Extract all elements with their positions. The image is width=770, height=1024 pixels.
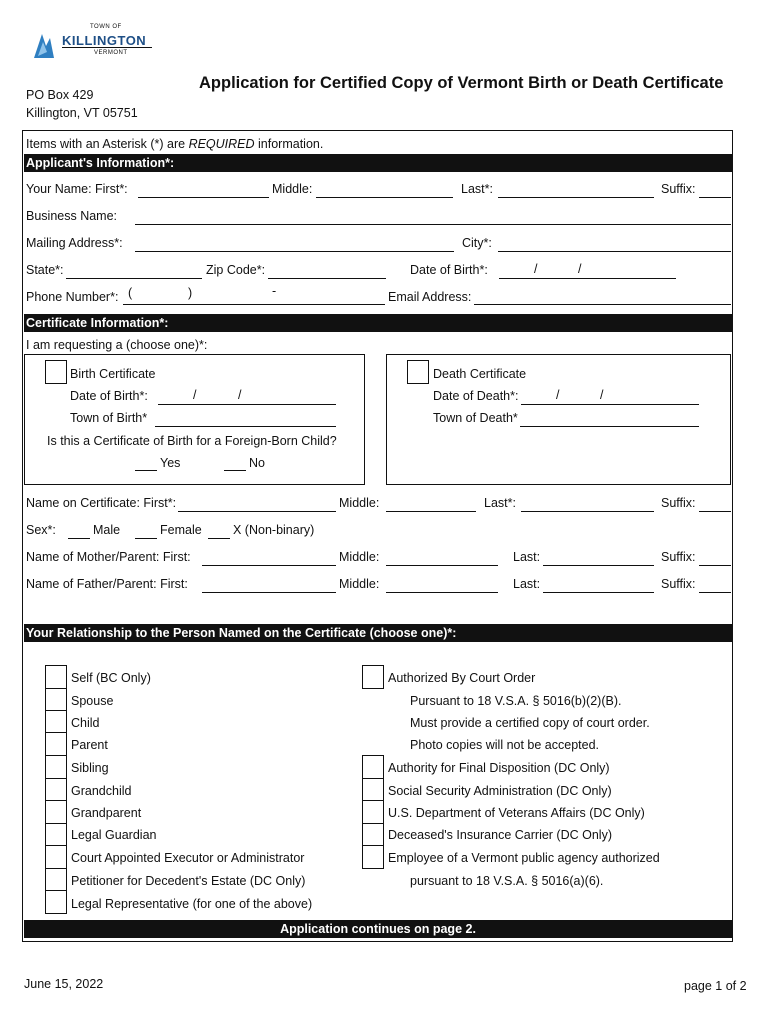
dob-field[interactable]: [499, 278, 676, 279]
father-last-label: Last:: [513, 577, 541, 591]
mother-first-label: Name of Mother/Parent: First:: [26, 550, 191, 564]
phone-dash: -: [272, 284, 277, 298]
email-label: Email Address:: [388, 290, 472, 304]
relationship-option-label: Parent: [71, 738, 108, 752]
executor-checkbox[interactable]: [45, 845, 67, 869]
mother-suffix-field[interactable]: [699, 565, 731, 566]
cert-name-last-label: Last*:: [484, 496, 516, 510]
business-name-label: Business Name:: [26, 209, 118, 223]
birth-date-field[interactable]: [158, 404, 336, 405]
court-order-label: Authorized By Court Order: [388, 671, 536, 685]
your-name-middle-label: Middle:: [272, 182, 313, 196]
employee-label-1: Employee of a Vermont public agency authorized: [388, 851, 660, 865]
father-first-label: Name of Father/Parent: First:: [26, 577, 188, 591]
cert-name-middle-field[interactable]: [386, 511, 476, 512]
birth-date-slash-1: /: [193, 388, 197, 402]
court-order-note-3: Photo copies will not be accepted.: [410, 738, 600, 752]
spouse-checkbox[interactable]: [45, 688, 67, 712]
foreign-born-question: Is this a Certificate of Birth for a Foreign-Born Child?: [47, 434, 337, 448]
continues-bar: Application continues on page 2.: [24, 920, 732, 938]
cert-name-first-label: Name on Certificate: First*:: [26, 496, 177, 510]
phone-close-paren: ): [188, 286, 193, 300]
mother-first-field[interactable]: [202, 565, 336, 566]
foreign-no-field[interactable]: [224, 470, 246, 471]
birth-town-field[interactable]: [155, 426, 336, 427]
father-middle-label: Middle:: [339, 577, 380, 591]
birth-certificate-label: Birth Certificate: [70, 367, 156, 381]
sibling-checkbox[interactable]: [45, 755, 67, 779]
birth-certificate-checkbox[interactable]: [45, 360, 67, 384]
logo-vermont: VERMONT: [94, 50, 128, 56]
address-line-2: Killington, VT 05751: [26, 106, 138, 120]
petitioner-checkbox[interactable]: [45, 868, 67, 892]
your-name-last-field[interactable]: [498, 197, 654, 198]
mother-middle-label: Middle:: [339, 550, 380, 564]
your-name-first-field[interactable]: [138, 197, 269, 198]
self-checkbox[interactable]: [45, 665, 67, 689]
relationship-section-heading: Your Relationship to the Person Named on the Certificate (choose one)*:: [24, 624, 732, 642]
email-field[interactable]: [474, 304, 731, 305]
certificate-section-heading: Certificate Information*:: [24, 314, 732, 332]
business-name-field[interactable]: [135, 224, 731, 225]
requesting-label: I am requesting a (choose one)*:: [26, 338, 208, 352]
insurance-checkbox[interactable]: [362, 823, 384, 847]
court-order-note-1: Pursuant to 18 V.S.A. § 5016(b)(2)(B).: [410, 694, 622, 708]
address-line-1: PO Box 429: [26, 88, 94, 102]
zip-label: Zip Code*:: [206, 263, 266, 277]
relationship-option-label: Court Appointed Executor or Administrator: [71, 851, 305, 865]
your-name-suffix-field[interactable]: [699, 197, 731, 198]
relationship-option-label: Child: [71, 716, 100, 730]
cert-name-first-field[interactable]: [178, 511, 336, 512]
father-last-field[interactable]: [543, 592, 654, 593]
father-middle-field[interactable]: [386, 592, 498, 593]
sex-female-field[interactable]: [135, 538, 157, 539]
your-name-last-label: Last*:: [461, 182, 493, 196]
city-field[interactable]: [498, 251, 731, 252]
employee-checkbox[interactable]: [362, 845, 384, 869]
ssa-checkbox[interactable]: [362, 778, 384, 802]
cert-name-middle-label: Middle:: [339, 496, 380, 510]
cert-name-suffix-field[interactable]: [699, 511, 731, 512]
phone-field[interactable]: [123, 304, 385, 305]
death-town-field[interactable]: [520, 426, 699, 427]
page-title: Application for Certified Copy of Vermont Birth or Death Certificate: [199, 74, 724, 92]
dob-slash-1: /: [534, 262, 538, 276]
father-suffix-field[interactable]: [699, 592, 731, 593]
final-disposition-label: Authority for Final Disposition (DC Only): [388, 761, 610, 775]
state-label: State*:: [26, 263, 64, 277]
relationship-option-label: Grandparent: [71, 806, 142, 820]
state-field[interactable]: [66, 278, 202, 279]
child-checkbox[interactable]: [45, 710, 67, 734]
va-checkbox[interactable]: [362, 800, 384, 824]
dob-slash-2: /: [578, 262, 582, 276]
mother-middle-field[interactable]: [386, 565, 498, 566]
relationship-option-label: Grandchild: [71, 784, 132, 798]
your-name-middle-field[interactable]: [316, 197, 453, 198]
cert-name-last-field[interactable]: [521, 511, 654, 512]
final-disposition-checkbox[interactable]: [362, 755, 384, 779]
death-date-slash-1: /: [556, 388, 560, 402]
logo-killington: KILLINGTON: [62, 33, 147, 48]
death-certificate-checkbox[interactable]: [407, 360, 429, 384]
legal-representative-checkbox[interactable]: [45, 890, 67, 914]
your-name-first-label: Your Name: First*:: [26, 182, 128, 196]
death-date-field[interactable]: [521, 404, 699, 405]
sex-label: Sex*:: [26, 523, 56, 537]
grandparent-checkbox[interactable]: [45, 800, 67, 824]
phone-open-paren: (: [128, 286, 133, 300]
logo-town-of: TOWN OF: [90, 24, 122, 30]
relationship-option-label: Petitioner for Decedent's Estate (DC Only): [71, 874, 306, 888]
relationship-option-label: Sibling: [71, 761, 109, 775]
va-label: U.S. Department of Veterans Affairs (DC Only): [388, 806, 645, 820]
city-label: City*:: [462, 236, 492, 250]
applicant-section-heading: Applicant's Information*:: [24, 154, 732, 172]
phone-label: Phone Number*:: [26, 290, 119, 304]
zip-field[interactable]: [268, 278, 386, 279]
footer-page-number: page 1 of 2: [684, 979, 747, 993]
mailing-address-field[interactable]: [135, 251, 454, 252]
birth-date-label: Date of Birth*:: [70, 389, 148, 403]
sex-male-field[interactable]: [68, 538, 90, 539]
employee-label-2: pursuant to 18 V.S.A. § 5016(a)(6).: [410, 874, 604, 888]
relationship-option-label: Spouse: [71, 694, 114, 708]
foreign-yes-label: Yes: [160, 456, 181, 470]
mother-last-label: Last:: [513, 550, 541, 564]
dob-label: Date of Birth*:: [410, 263, 488, 277]
footer-date: June 15, 2022: [24, 977, 104, 991]
sex-female-label: Female: [160, 523, 202, 537]
insurance-label: Deceased's Insurance Carrier (DC Only): [388, 828, 612, 842]
death-date-slash-2: /: [600, 388, 604, 402]
relationship-option-label: Legal Representative (for one of the above): [71, 897, 313, 911]
court-order-note-2: Must provide a certified copy of court order.: [410, 716, 650, 730]
sex-nonbinary-field[interactable]: [208, 538, 230, 539]
death-town-label: Town of Death*: [433, 411, 518, 425]
relationship-option-label: Self (BC Only): [71, 671, 151, 685]
legal-guardian-checkbox[interactable]: [45, 823, 67, 847]
ssa-label: Social Security Administration (DC Only): [388, 784, 612, 798]
mother-suffix-label: Suffix:: [661, 550, 696, 564]
sex-male-label: Male: [93, 523, 121, 537]
mailing-address-label: Mailing Address*:: [26, 236, 123, 250]
parent-checkbox[interactable]: [45, 732, 67, 756]
cert-name-suffix-label: Suffix:: [661, 496, 696, 510]
birth-date-slash-2: /: [238, 388, 242, 402]
birth-town-label: Town of Birth*: [70, 411, 148, 425]
killington-mountain-icon: [32, 30, 56, 60]
court-order-checkbox[interactable]: [362, 665, 384, 689]
relationship-option-label: Legal Guardian: [71, 828, 157, 842]
your-name-suffix-label: Suffix:: [661, 182, 696, 196]
grandchild-checkbox[interactable]: [45, 778, 67, 802]
foreign-no-label: No: [249, 456, 265, 470]
death-date-label: Date of Death*:: [433, 389, 519, 403]
required-note: Items with an Asterisk (*) are REQUIRED information.: [26, 137, 324, 151]
death-certificate-label: Death Certificate: [433, 367, 527, 381]
foreign-yes-field[interactable]: [135, 470, 157, 471]
father-first-field[interactable]: [202, 592, 336, 593]
sex-nonbinary-label: X (Non-binary): [233, 523, 315, 537]
father-suffix-label: Suffix:: [661, 577, 696, 591]
mother-last-field[interactable]: [543, 565, 654, 566]
